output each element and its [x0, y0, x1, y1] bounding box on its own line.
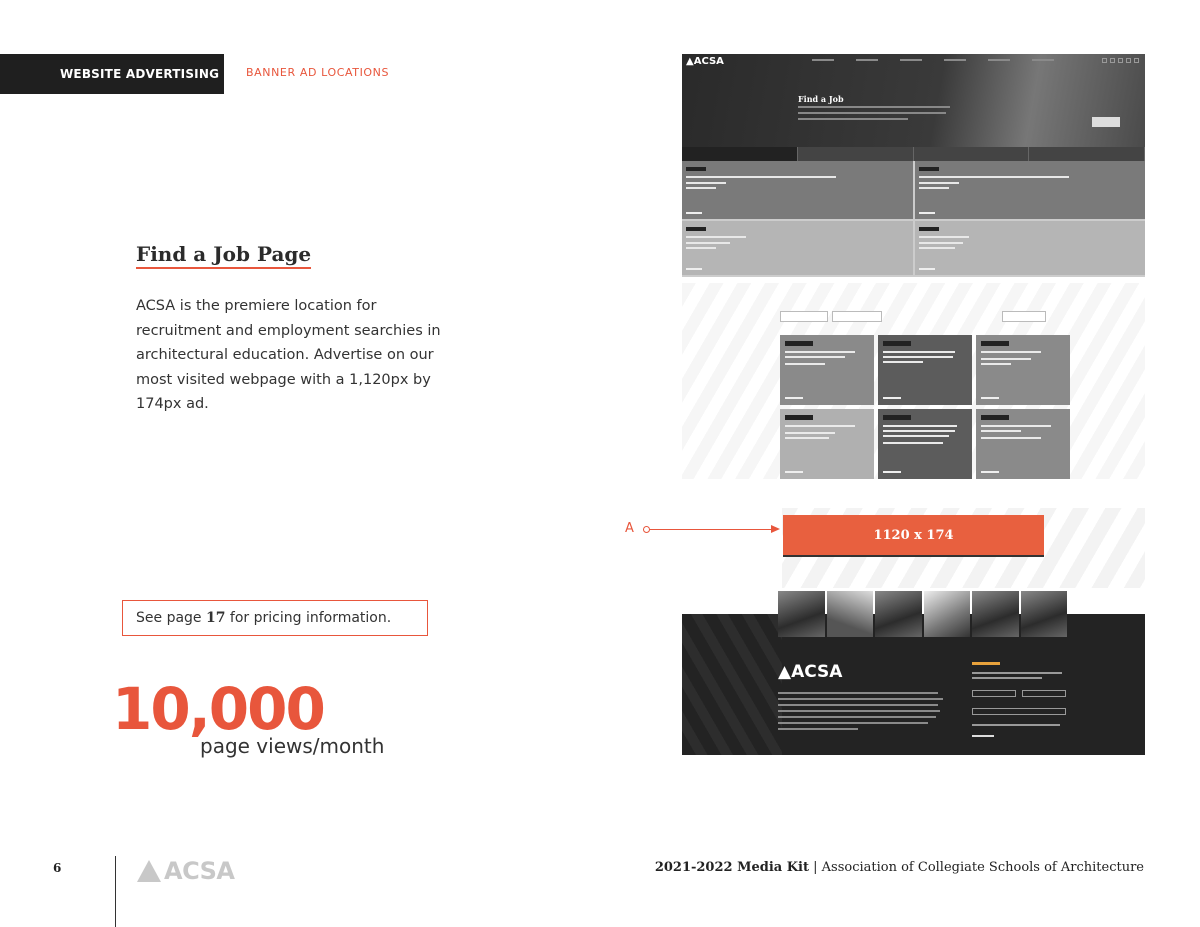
mockup-job-tag: [686, 167, 706, 171]
footer-org-name: Association of Collegiate Schools of Architecture: [821, 860, 1144, 875]
mockup-listing-card: [976, 409, 1070, 479]
mockup-job-line: [919, 187, 949, 189]
mockup-filter-select: [832, 311, 882, 322]
mockup-footer-line: [778, 704, 938, 706]
footer-divider: [115, 856, 116, 927]
mockup-job-line: [686, 242, 730, 244]
mockup-listing-card: [976, 335, 1070, 405]
annotation-label: A: [625, 521, 634, 536]
mockup-footer-line: [778, 698, 943, 700]
mockup-photo: [1021, 591, 1068, 637]
subsection-label: BANNER AD LOCATIONS: [246, 66, 390, 79]
mockup-job-line: [919, 236, 969, 238]
section-label: WEBSITE ADVERTISING: [0, 54, 224, 94]
mockup-card-line: [883, 442, 943, 444]
mockup-social-icon: [1126, 58, 1131, 63]
mockup-job-line: [686, 176, 836, 178]
mockup-learn-more: [686, 212, 702, 214]
mockup-footer-line: [778, 692, 938, 694]
mockup-listing-card: [878, 409, 972, 479]
mockup-submit-link: [972, 735, 994, 737]
footer-separator: |: [808, 860, 822, 875]
mockup-tab: [798, 147, 914, 161]
mockup-job-card: [915, 161, 1146, 219]
mockup-photo: [778, 591, 825, 637]
mockup-listing-card: [780, 409, 874, 479]
mockup-site-logo: [686, 56, 724, 67]
mockup-footer-pattern: [682, 614, 782, 755]
mockup-card-grid: [780, 335, 1070, 479]
mockup-photo: [875, 591, 922, 637]
mockup-job-listing: [682, 283, 1145, 479]
mockup-filter-select: [780, 311, 828, 322]
mockup-footer-line: [778, 716, 936, 718]
pricing-page-number: 17: [205, 610, 226, 626]
mockup-newsletter-title: [972, 662, 1000, 665]
mockup-job-card: [682, 161, 913, 219]
mockup-job-tag: [919, 167, 939, 171]
mockup-photo: [827, 591, 874, 637]
mockup-nav-item: [812, 59, 834, 61]
mockup-job-tag: [919, 227, 939, 231]
banner-ad-edge: [783, 555, 1044, 557]
mockup-card-line: [981, 351, 1041, 353]
mockup-social-icon: [1118, 58, 1123, 63]
annotation-arrow-tail: [643, 526, 650, 533]
mockup-nav-item: [944, 59, 966, 61]
footer-logo: [137, 857, 235, 885]
mockup-listing-card: [780, 335, 874, 405]
stat-label: page views/month: [200, 734, 385, 758]
mockup-featured-jobs: [682, 161, 1145, 277]
mockup-job-card: [682, 221, 913, 275]
mockup-job-line: [919, 242, 963, 244]
mockup-card-tag: [883, 341, 911, 346]
mockup-learn-more: [883, 471, 901, 473]
mockup-social-icon: [1102, 58, 1107, 63]
page-title: Find a Job Page: [136, 242, 311, 269]
mockup-logo-text: ACSA: [693, 56, 724, 67]
mockup-card-line: [883, 425, 957, 427]
mockup-social-icon: [1134, 58, 1139, 63]
mockup-job-line: [686, 182, 726, 184]
mockup-social-icon: [1110, 58, 1115, 63]
mockup-card-line: [883, 435, 949, 437]
mockup-card-line: [981, 437, 1041, 439]
mockup-tab: [914, 147, 1030, 161]
mockup-email-field: [972, 708, 1066, 715]
mockup-job-line: [686, 247, 716, 249]
annotation-arrow-line: [643, 529, 773, 530]
mockup-card-line: [981, 363, 1011, 365]
mockup-learn-more: [883, 397, 901, 399]
mockup-footer-logo: [778, 662, 842, 682]
footer-publication-info: [655, 860, 1144, 875]
mockup-nav-item: [856, 59, 878, 61]
mockup-card-line: [785, 351, 855, 353]
mockup-nav-item: [988, 59, 1010, 61]
pricing-prefix: See page: [136, 610, 206, 626]
mockup-card-line: [785, 363, 825, 365]
mockup-hero-button: [1092, 117, 1120, 127]
footer-kit-title: 2021-2022 Media Kit: [654, 860, 809, 875]
mockup-hero-text-line: [798, 106, 950, 108]
footer-logo-text: ACSA: [164, 857, 235, 885]
mockup-card-tag: [981, 341, 1009, 346]
mockup-photo: [924, 591, 971, 637]
mockup-tabs: [682, 147, 1145, 161]
mockup-learn-more: [981, 397, 999, 399]
mockup-card-tag: [785, 415, 813, 420]
mockup-last-name-field: [1022, 690, 1066, 697]
mockup-footer-line: [778, 710, 940, 712]
mockup-card-line: [785, 356, 845, 358]
mockup-card-line: [785, 425, 855, 427]
mockup-learn-more: [919, 212, 935, 214]
mockup-footer-line: [778, 728, 858, 730]
mockup-hero-text-line: [798, 112, 946, 114]
mockup-nav-item: [900, 59, 922, 61]
mockup-tab: [1029, 147, 1145, 161]
mockup-search-field: [1002, 311, 1046, 322]
mockup-social-icons: [1102, 58, 1139, 63]
mockup-learn-more: [785, 397, 803, 399]
body-copy: ACSA is the premiere location for recruitment and employment searchies in architectural education. Advertise on our most visited webpage with a 1,120px by 174px ad.: [136, 298, 441, 412]
pricing-suffix: for pricing information.: [225, 610, 392, 626]
mockup-learn-more: [785, 471, 803, 473]
mockup-tab: [682, 147, 798, 161]
mockup-learn-more: [919, 268, 935, 270]
page-number: 6: [53, 861, 62, 875]
mockup-hero: [682, 54, 1145, 147]
mockup-card-line: [883, 430, 955, 432]
mockup-card-line: [785, 437, 829, 439]
mockup-logo-icon: ▲: [686, 56, 694, 67]
mockup-nav-item: [1032, 59, 1054, 61]
mockup-card-line: [981, 358, 1031, 360]
mockup-listing-card: [878, 335, 972, 405]
acsa-triangle-icon: [137, 860, 161, 882]
mockup-job-line: [686, 187, 716, 189]
mockup-job-card: [915, 221, 1146, 275]
mockup-footer-logo-text: ACSA: [791, 662, 843, 682]
mockup-card-tag: [785, 341, 813, 346]
mockup-photo-strip: [778, 591, 1067, 637]
mockup-nav: [812, 59, 1054, 61]
mockup-newsletter-line: [972, 672, 1062, 674]
mockup-job-line: [919, 176, 1069, 178]
mockup-card-tag: [883, 415, 911, 420]
mockup-learn-more: [686, 268, 702, 270]
mockup-footer-line: [778, 722, 928, 724]
mockup-hero-text-line: [798, 118, 908, 120]
mockup-hero-title: Find a Job: [798, 94, 844, 104]
mockup-footer-logo-icon: ▲: [778, 662, 792, 682]
mockup-card-tag: [981, 415, 1009, 420]
mockup-consent-line: [972, 724, 1060, 726]
mockup-card-line: [883, 351, 955, 353]
mockup-job-line: [686, 236, 746, 238]
pricing-note: [122, 600, 428, 636]
mockup-card-line: [785, 432, 835, 434]
mockup-card-line: [883, 361, 923, 363]
banner-ad-placeholder: 1120 x 174: [783, 515, 1044, 555]
mockup-card-line: [883, 356, 953, 358]
mockup-photo: [972, 591, 1019, 637]
mockup-job-line: [919, 247, 955, 249]
mockup-learn-more: [981, 471, 999, 473]
mockup-card-line: [981, 430, 1021, 432]
mockup-newsletter-line: [972, 677, 1042, 679]
annotation-arrow-head: [771, 525, 780, 533]
mockup-card-line: [981, 425, 1051, 427]
mockup-job-tag: [686, 227, 706, 231]
mockup-first-name-field: [972, 690, 1016, 697]
stat-number: 10,000: [112, 675, 324, 743]
mockup-job-line: [919, 182, 959, 184]
